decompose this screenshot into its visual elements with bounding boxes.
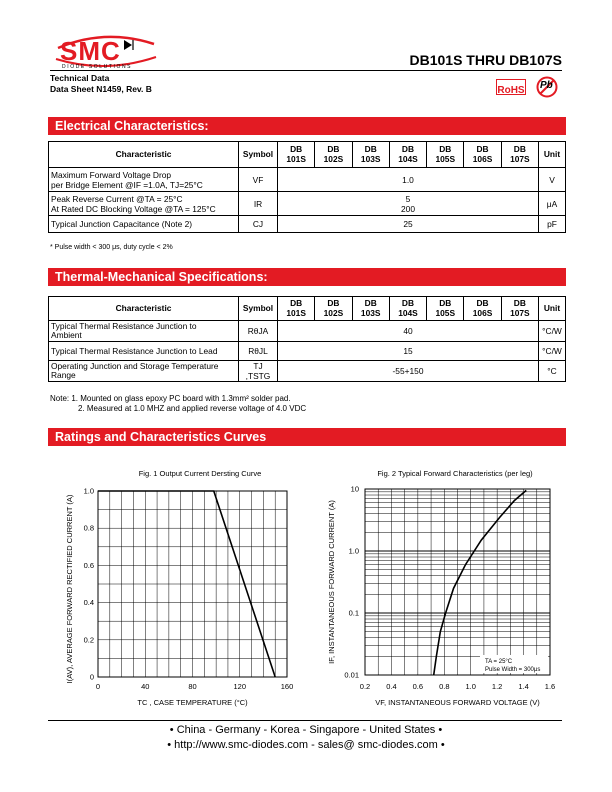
fig2-x-tick-label: 1.2 bbox=[491, 682, 503, 691]
fig2-x-tick-label: 1.0 bbox=[465, 682, 476, 691]
datasheet-number: Data Sheet N1459, Rev. B bbox=[50, 84, 152, 94]
fig2-y-axis-label: IF, INSTANTANEOUS FORWARD CURRENT (A) bbox=[327, 500, 336, 664]
fig2-annotation-pulse: Pulse Width = 300μs bbox=[485, 667, 541, 673]
col-characteristic: Characteristic bbox=[49, 142, 239, 168]
curves-section-header: Ratings and Characteristics Curves bbox=[48, 428, 566, 446]
fig1-x-tick-label: 160 bbox=[280, 682, 294, 691]
row-characteristic-2: per Bridge Element @IF =1.0A, TJ=25°C bbox=[51, 179, 203, 190]
col-unit: Unit bbox=[539, 142, 566, 168]
logo-subtext: DIODE SOLUTIONS bbox=[62, 64, 133, 70]
row-value-2: 200 bbox=[401, 203, 415, 214]
thermal-note-1: Note: 1. Mounted on glass epoxy PC board with 1.3mm² solder pad. bbox=[50, 394, 291, 403]
fig2-x-tick-label: 1.4 bbox=[518, 682, 529, 691]
row-value: -55+150 bbox=[278, 361, 539, 382]
row-characteristic: Operating Junction and Storage Temperature bbox=[51, 360, 219, 371]
col-part: DB 106S bbox=[464, 142, 501, 168]
fig1-x-tick-label: 40 bbox=[141, 682, 150, 691]
row-characteristic-2: Ambient bbox=[51, 330, 82, 340]
col-part: DB 101S bbox=[278, 297, 315, 321]
fig1-x-tick-label: 120 bbox=[233, 682, 247, 691]
thermal-note-2: 2. Measured at 1.0 MHZ and applied reverse voltage of 4.0 VDC bbox=[78, 404, 307, 413]
col-symbol: Symbol bbox=[239, 297, 278, 321]
fig2-x-tick-label: 0.4 bbox=[386, 682, 397, 691]
fig1-title: Fig. 1 Output Current Dersting Curve bbox=[138, 469, 262, 478]
row-symbol: CJ bbox=[239, 216, 278, 233]
row-characteristic: Maximum Forward Voltage Drop bbox=[51, 169, 172, 180]
col-part: DB 101S bbox=[278, 142, 315, 168]
logo-text: SMC bbox=[60, 36, 121, 66]
row-unit: °C/W bbox=[539, 321, 566, 342]
row-unit: °C bbox=[539, 361, 566, 382]
row-value: 15 bbox=[278, 342, 539, 361]
row-value: 40 bbox=[278, 321, 539, 342]
fig2-y-tick-label: 0.1 bbox=[348, 608, 359, 618]
fig2-annotation-temp: TA = 25°C bbox=[485, 659, 513, 665]
fig2-x-axis-label: VF, INSTANTANEOUS FORWARD VOLTAGE (V) bbox=[375, 698, 540, 707]
row-characteristic: Typical Thermal Resistance Junction to bbox=[51, 320, 197, 331]
row-value: 25 bbox=[278, 216, 539, 233]
row-characteristic-2: At Rated DC Blocking Voltage @TA = 125°C bbox=[51, 203, 216, 214]
fig1-y-tick-label: 1.0 bbox=[83, 486, 94, 496]
document-title: DB101S THRU DB107S bbox=[409, 52, 562, 68]
col-part: DB 106S bbox=[464, 297, 501, 321]
electrical-section-header: Electrical Characteristics: bbox=[48, 117, 566, 135]
electrical-footnote: * Pulse width < 300 μs, duty cycle < 2% bbox=[50, 244, 173, 251]
col-part: DB 107S bbox=[501, 142, 538, 168]
fig2-x-tick-label: 0.8 bbox=[439, 682, 450, 691]
row-symbol: RθJA bbox=[239, 321, 278, 342]
pb-label: Pb bbox=[540, 80, 553, 91]
fig1-y-tick-label: 0 bbox=[89, 672, 94, 682]
row-characteristic: Typical Junction Capacitance (Note 2) bbox=[49, 216, 239, 233]
fig1-y-tick-label: 0.2 bbox=[83, 635, 94, 645]
row-characteristic: Peak Reverse Current @TA = 25°C bbox=[51, 193, 183, 204]
footer-contact: • http://www.smc-diodes.com - sales@ smc-diodes.com • bbox=[167, 739, 445, 751]
fig2-x-tick-label: 1.6 bbox=[544, 682, 556, 691]
col-part: DB 105S bbox=[427, 297, 464, 321]
row-unit: μA bbox=[539, 192, 566, 216]
row-symbol: VF bbox=[239, 168, 278, 192]
col-part: DB 103S bbox=[352, 297, 389, 321]
fig2-title: Fig. 2 Typical Forward Characteristics (per leg) bbox=[377, 469, 533, 478]
row-value: 1.0 bbox=[278, 168, 539, 192]
col-part: DB 103S bbox=[352, 142, 389, 168]
rohs-label: RoHS bbox=[497, 85, 525, 96]
row-symbol: TJ ,TSTG bbox=[239, 361, 278, 382]
col-part: DB 104S bbox=[389, 297, 426, 321]
fig2-x-tick-label: 0.6 bbox=[412, 682, 424, 691]
fig2-y-tick-label: 1.0 bbox=[348, 546, 359, 556]
thermal-section-header: Thermal-Mechanical Specifications: bbox=[48, 268, 566, 286]
fig2-y-tick-label: 0.01 bbox=[344, 670, 359, 680]
col-part: DB 102S bbox=[315, 142, 352, 168]
col-symbol: Symbol bbox=[239, 142, 278, 168]
row-unit: °C/W bbox=[539, 342, 566, 361]
col-unit: Unit bbox=[539, 297, 566, 321]
col-part: DB 104S bbox=[389, 142, 426, 168]
row-characteristic-2: Range bbox=[51, 370, 76, 380]
col-part: DB 102S bbox=[315, 297, 352, 321]
col-part: DB 107S bbox=[501, 297, 538, 321]
fig1-x-tick-label: 80 bbox=[188, 682, 197, 691]
technical-data-label: Technical Data bbox=[50, 73, 110, 83]
fig1-y-tick-label: 0.4 bbox=[83, 598, 94, 608]
col-part: DB 105S bbox=[427, 142, 464, 168]
fig1-y-tick-label: 0.8 bbox=[83, 523, 94, 533]
fig2-x-tick-label: 0.2 bbox=[359, 682, 371, 691]
footer-divider bbox=[48, 720, 562, 721]
row-value: 5 bbox=[405, 193, 411, 204]
col-characteristic: Characteristic bbox=[49, 297, 239, 321]
fig1-y-axis-label: I(AV), AVERAGE FORWARD RECTIFIED CURRENT (A) bbox=[65, 494, 74, 684]
row-symbol: RθJL bbox=[239, 342, 278, 361]
row-unit: pF bbox=[539, 216, 566, 233]
fig1-x-axis-label: TC , CASE TEMPERATURE (°C) bbox=[137, 698, 248, 707]
fig2-curve bbox=[434, 490, 527, 675]
fig1-x-tick-label: 0 bbox=[95, 682, 101, 691]
row-unit: V bbox=[539, 168, 566, 192]
fig2-y-tick-label: 10 bbox=[350, 484, 359, 494]
row-characteristic: Typical Thermal Resistance Junction to Lead bbox=[49, 342, 239, 361]
fig1-y-tick-label: 0.6 bbox=[83, 560, 94, 570]
row-symbol: IR bbox=[239, 192, 278, 216]
footer-locations: • China - Germany - Korea - Singapore - United States • bbox=[169, 724, 443, 736]
